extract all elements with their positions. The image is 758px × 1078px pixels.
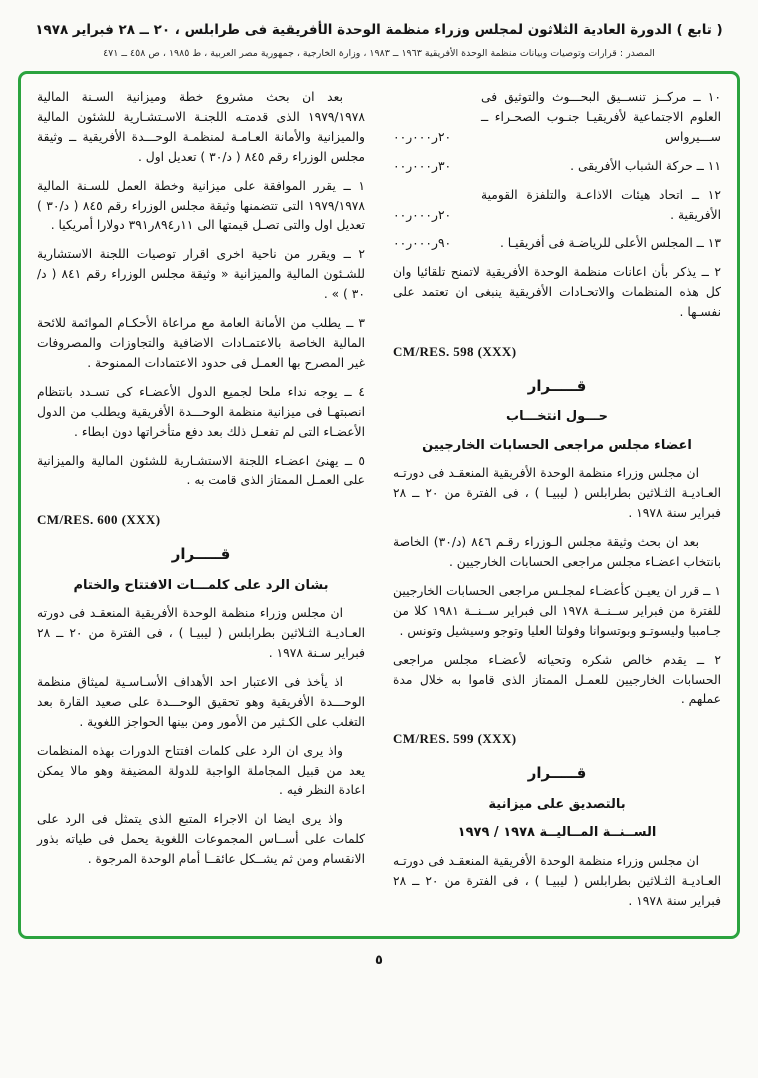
budget-item-amount: ٣٠ر٠٠٠ر٠٠ bbox=[393, 158, 452, 173]
budget-item-text: ١٠ ــ مركــز تنســيق البحـــوث والتوثيق فى العلوم الاجتماعية لأفريقيـا جنـوب الصحـراء ــ ســـيرواس bbox=[481, 90, 721, 144]
budget-item-amount: ٩٠ر٠٠٠ر٠٠ bbox=[393, 236, 452, 251]
paragraph: ٢ ــ يذكر بأن اعانات منظمة الوحدة الأفريقية لاتمنح تلقائيا وان كل هذه المنظمات والاتحـادات الأفريقية ينبغى ان تعتمد على نفسـها . bbox=[393, 265, 721, 320]
resolution-title: قـــــرار bbox=[171, 545, 231, 564]
budget-item-text: ١٢ ــ اتحاد هيئات الاذاعـة والتلفزة القومية الأفريقية . bbox=[481, 187, 721, 222]
paragraph: بعد ان بحث مشروع خطة وميزانية السـنة المالية ١٩٧٩/١٩٧٨ الذى قدمتـه اللجنـة الاسـتشـارية للشئون المالية والميزانية والأمانة العـامـة لمنظمـة الوحـــدة الأفريقية ــ وثيقة مجلس الوزراء رقم ٨٤٥ ( د/٣٠ ) تعديل اول . bbox=[37, 90, 365, 164]
paragraph: واذ يرى ايضا ان الاجراء المتبع الذى يتمثل فى الرد على كلمات على أســاس المجموعات اللغوية يحمل فى طياته بذور الانقسام ومن ثم يشــكل عائقــا أمام الوحدة المرجوة . bbox=[37, 812, 365, 867]
budget-line-item bbox=[393, 186, 721, 226]
budget-item-amount: ٢٠ر٠٠٠ر٠٠ bbox=[393, 129, 452, 144]
budget-line-item bbox=[393, 157, 721, 177]
paragraph: ٥ ــ يهنئ اعضـاء اللجنة الاستشـارية للشئون المالية والميزانية على العمـل الممتاز الذى قامت به . bbox=[37, 453, 365, 488]
two-column-layout bbox=[37, 88, 721, 920]
paragraph: ان مجلس وزراء منظمة الوحدة الأفريقية المنعقـد فى دورتـه العـاديـة الثـلاثين بطرابلس ( ليبيـا ) ، فى الفترة من ٢٠ ــ ٢٨ فبراير سنة ١٩٧٨ . bbox=[393, 466, 721, 521]
paragraph: واذ يرى ان الرد على كلمات افتتاح الدورات بهذه المنظمات يعد من قبيل المجاملة الواجبة للدولة المضيفة وهو مالا يمكن اعادة النظر فيه . bbox=[37, 743, 365, 798]
page-header bbox=[10, 22, 748, 59]
budget-item-text: ١٣ ــ المجلس الأعلى للرياضـة فى أفريقيـا . bbox=[499, 236, 721, 251]
column-right bbox=[393, 88, 721, 920]
resolution-code: CM/RES. 600 (XXX) bbox=[37, 512, 161, 528]
resolution-title: قـــــرار bbox=[527, 764, 587, 783]
section-heading: الســنــة المــاليــة ١٩٧٨ / ١٩٧٩ bbox=[457, 825, 657, 841]
content-border-box bbox=[18, 71, 740, 939]
budget-item-text: ١١ ــ حركة الشباب الأفريقى . bbox=[570, 158, 721, 173]
paragraph: ٢ ــ يقدم خالص شكره وتحياته لأعضـاء مجلس مراجعى الحسابات الخارجيين للعمـل الممتاز الذى قاموا به خلال مدة عملهم . bbox=[393, 652, 721, 707]
paragraph: ١ ــ قرر ان يعيـن كأعضـاء لمجلـس مراجعى الحسابات الخارجيين للفترة من فبراير ســنــة ١٩٧٨ الى فبراير ســنــة ١٩٨١ كلا من جـامبيا وليسوتـو وبوتسوانا وفولتا العليا وتوجو وسيشيل وتونس . bbox=[393, 583, 721, 638]
section-heading: حـــول انتخـــاب bbox=[506, 409, 608, 425]
section-heading: بشان الرد على كلمـــات الافتتاح والختام bbox=[73, 577, 329, 593]
paragraph: اذ يأخذ فى الاعتبار احد الأهداف الأسـاسـية لميثاق منظمة الوحـــدة الأفريقية وهو تحقيق الوحـــدة على صعيد القارة بعد التغلب على الكـثير من الأمور ومن بينها الحواجز اللغوية . bbox=[37, 674, 365, 729]
section-heading: اعضاء مجلس مراجعى الحسابات الخارجيين bbox=[422, 437, 692, 453]
paragraph: ان مجلس وزراء منظمة الوحدة الأفريقية المنعقـد فى دورته العـاديـة الثـلاثين بطرابلس ( ليبيـا ) ، فى الفترة من ٢٠ ــ ٢٨ فبراير سـنة ١٩٧٨ . bbox=[37, 606, 365, 660]
paragraph: بعد ان بحث وثيقة مجلس الـوزراء رقـم ٨٤٦ (د/٣٠) الخاصة بانتخاب اعضـاء مجلس مراجعى الحسابات الخارجيين . bbox=[393, 535, 721, 570]
paragraph: ٤ ــ يوجه نداء ملحا لجميع الدول الأعضـاء كى تسـدد بانتظام انصبتهـا فى ميزانية منظمة الوحـــدة الأفريقية ويطلب من الدول الأعضـاء التى لم تفعـل ذلك بعد دفع متأخراتها دون ابطاء . bbox=[37, 384, 365, 439]
paragraph: ٢ ــ ويقرر من ناحية اخرى اقرار توصيات اللجنة الاستشارية للشـئون المالية والميزانية « وثيقة مجلس الوزراء رقم ٨٤١ ( د/٣٠ ) » . bbox=[37, 247, 365, 302]
budget-line-item bbox=[393, 88, 721, 148]
header-title: ( تابع ) الدورة العادية الثلاثون لمجلس وزراء منظمة الوحدة الأفريقية فى طرابلس ، ٢٠ ــ ٢٨ فبراير ١٩٧٨ bbox=[35, 22, 723, 38]
budget-line-item bbox=[393, 234, 721, 254]
page-number: ٥ bbox=[375, 953, 383, 969]
section-heading: بالتصديق على ميزانية bbox=[488, 796, 626, 812]
paragraph: ان مجلس وزراء منظمة الوحدة الأفريقية المنعقـد فى دورتـه العـاديـة الثـلاثين بطرابلس ( ليبيـا ) ، فى الفترة من ٢٠ ــ ٢٨ فبراير سنة ١٩٧٨ . bbox=[393, 853, 721, 908]
budget-item-amount: ٢٠ر٠٠٠ر٠٠ bbox=[393, 207, 452, 222]
resolution-code: CM/RES. 599 (XXX) bbox=[393, 731, 517, 747]
resolution-code: CM/RES. 598 (XXX) bbox=[393, 344, 517, 360]
paragraph: ٣ ــ يطلب من الأمانة العامة مع مراعاة الأحكـام الموائمة للائحة المالية الخاصة بالاعتمـادات الاضافية والتجاوزات والمصروفات غير المصرح بها العمـل فى حدود الاعتمادات الممنوحة . bbox=[37, 316, 365, 370]
resolution-title: قـــــرار bbox=[527, 377, 587, 396]
paragraph: ١ ــ يقرر الموافقة على ميزانية وخطة العمل للسـنة المالية ١٩٧٩/١٩٧٨ التى تتضمنها وثيقة مجلس الوزراء رقم ٨٤٥ ( د/٣٠ ) تعديل اول والتى تصـل قيمتها الى ١١ر٨٩٤ر٣٩١ دولارا أمريكيا . bbox=[37, 178, 366, 233]
column-left bbox=[37, 88, 365, 920]
source-line: المصدر : قرارات وتوصيات وبيانات منظمة الوحدة الأفريقية ١٩٦٣ ــ ١٩٨٣ ، وزارة الخارجية ، جمهورية مصر العربية ، ط ١٩٨٥ ، ص ٤٥٨ ــ ٤٧١ bbox=[103, 48, 655, 59]
